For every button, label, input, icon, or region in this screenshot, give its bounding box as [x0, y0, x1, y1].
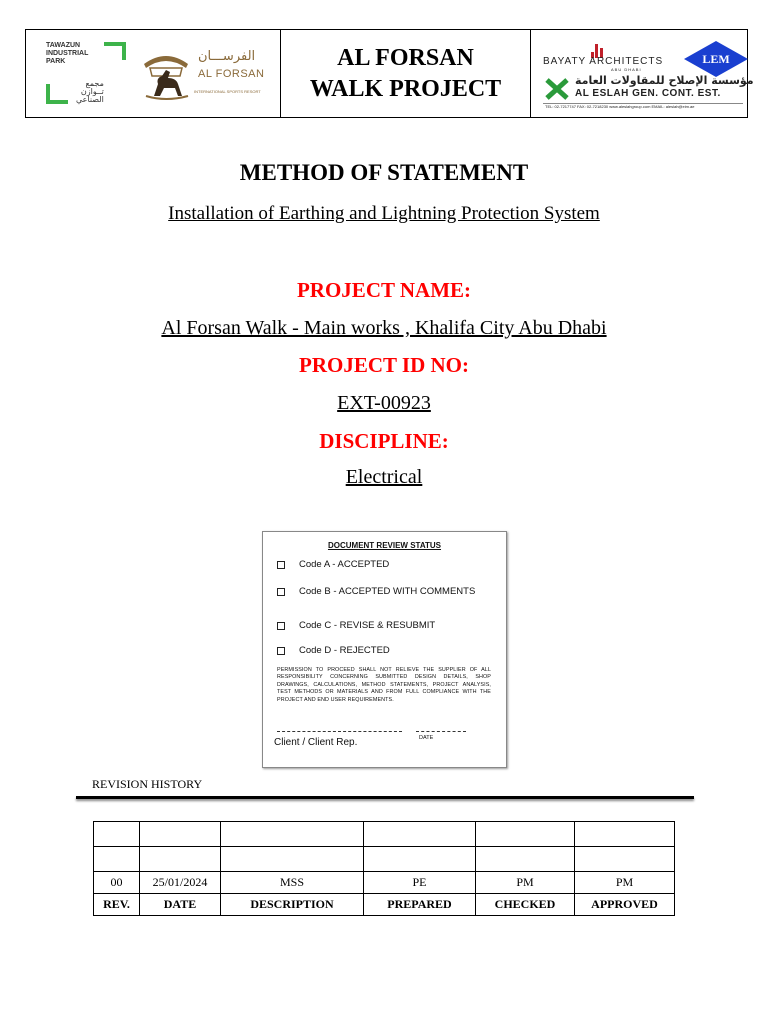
discipline-text: Electrical: [345, 466, 423, 488]
project-id-label: PROJECT ID NO:: [299, 353, 469, 377]
forsan-arabic: الفرســـان: [198, 49, 256, 64]
table-header-row: [94, 894, 675, 916]
client-rep-label: Client / Client Rep.: [274, 737, 358, 748]
tawazun-ar-1: مجمع: [85, 79, 104, 88]
contractor-logos-cell: [531, 30, 754, 117]
code-c-row: [277, 620, 435, 631]
revision-divider: [76, 796, 694, 799]
horse-rider-icon: [136, 46, 196, 106]
document-subtitle: [0, 203, 768, 225]
code-b-row: [277, 586, 475, 597]
eslah-arabic: مؤسسة الإصلاح للمقاولات العامة: [575, 74, 754, 87]
header-date: DATE: [140, 894, 221, 916]
description-cell: MSS: [221, 872, 364, 894]
tawazun-ar-3: الصناعي: [76, 95, 104, 104]
header-checked: CHECKED: [476, 894, 575, 916]
date-line: [416, 731, 466, 732]
forsan-subtitle: INTERNATIONAL SPORTS RESORT: [194, 89, 261, 94]
revision-history-label: REVISION HISTORY: [92, 777, 203, 791]
discipline-label: DISCIPLINE:: [319, 429, 449, 453]
lem-text: LEM: [702, 52, 730, 66]
project-id: [0, 392, 768, 415]
signature-line: [277, 731, 402, 732]
header-table: [25, 29, 754, 118]
review-status-title: DOCUMENT REVIEW STATUS: [327, 541, 442, 550]
tawazun-bracket-bottom: [46, 84, 68, 104]
subtitle-text: Installation of Earthing and Lightning Protection System: [168, 203, 600, 224]
code-b-checkbox[interactable]: [277, 588, 285, 596]
header-description: DESCRIPTION: [221, 894, 364, 916]
revision-table: [93, 821, 675, 916]
tawazun-line-3: PARK: [46, 58, 66, 65]
table-row: [94, 872, 675, 894]
eslah-contact: TEL: 02-7217747 FAX: 02-7218230 www.aleslahgroup.com EMAIL: aleslah@eim.ae: [545, 104, 695, 109]
client-logos-cell: [26, 30, 281, 117]
tawazun-ar-2: تــوازن: [80, 87, 104, 96]
document-title: METHOD OF STATEMENT: [239, 160, 529, 185]
al-forsan-logo: [136, 46, 271, 108]
checked-cell: PM: [476, 872, 575, 894]
date-label: DATE: [419, 735, 434, 741]
eslah-english: AL ESLAH GEN. CONT. EST.: [575, 88, 721, 99]
date-cell: 25/01/2024: [140, 872, 221, 894]
code-d-checkbox[interactable]: [277, 647, 285, 655]
table-row: [94, 822, 675, 847]
project-title-cell: [281, 30, 531, 117]
tawazun-logo: [46, 42, 126, 108]
code-b-label: Code B - ACCEPTED WITH COMMENTS: [299, 586, 476, 597]
code-c-checkbox[interactable]: [277, 622, 285, 630]
prepared-cell: PE: [364, 872, 476, 894]
eslah-mark-icon: [545, 78, 569, 100]
bayaty-subtitle: ABU DHABI: [611, 67, 642, 72]
project-title-line-2: WALK PROJECT: [309, 75, 502, 102]
project-name: [0, 317, 768, 340]
forsan-english: AL FORSAN: [198, 68, 265, 80]
project-name-label: PROJECT NAME:: [296, 278, 472, 302]
tawazun-line-1: TAWAZUN: [46, 42, 81, 49]
code-a-checkbox[interactable]: [277, 561, 285, 569]
tawazun-bracket-top: [104, 42, 126, 60]
project-title-line-1: AL FORSAN: [337, 44, 474, 71]
review-note: PERMISSION TO PROCEED SHALL NOT RELIEVE THE SUPPLIER OF ALL RESPONSIBILITY CONCERNING SUBMITTED DESIGN DETAILS, SHOP DRAWINGS, CALCULATIONS, METHOD STATEMENTS, PROJECT ANALYSIS, TEST METHODS OR MATERIALS AND FROM FULL COMPLIANCE WITH THE PROJECT AND END USER REQUIREMENTS.: [277, 667, 491, 703]
document-review-stamp: [262, 531, 507, 768]
code-a-label: Code A - ACCEPTED: [299, 559, 390, 570]
header-approved: APPROVED: [575, 894, 675, 916]
project-name-text: Al Forsan Walk - Main works , Khalifa City Abu Dhabi: [161, 317, 607, 339]
code-a-row: [277, 559, 389, 570]
code-c-label: Code C - REVISE & RESUBMIT: [299, 620, 436, 631]
header-rev: REV.: [94, 894, 140, 916]
approved-cell: PM: [575, 872, 675, 894]
rev-cell: 00: [94, 872, 140, 894]
bayaty-architects-logo: BAYATY ARCHITECTS: [543, 56, 664, 67]
project-id-text: EXT-00923: [337, 392, 431, 414]
table-row: [94, 847, 675, 872]
code-d-label: Code D - REJECTED: [299, 645, 390, 656]
lem-logo: [683, 40, 749, 78]
tawazun-line-2: INDUSTRIAL: [46, 50, 89, 57]
code-d-row: [277, 645, 390, 656]
header-prepared: PREPARED: [364, 894, 476, 916]
discipline: [0, 466, 768, 489]
